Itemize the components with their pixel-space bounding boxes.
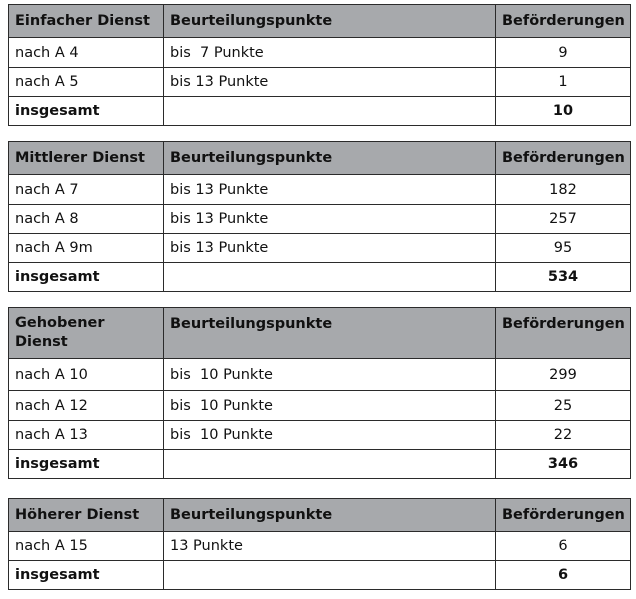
points-cell: bis 13 Punkte	[164, 68, 496, 97]
empty-cell	[164, 450, 496, 479]
total-row	[9, 263, 631, 292]
table-row	[9, 175, 631, 205]
table-gehobener-dienst	[8, 307, 631, 479]
total-row	[9, 450, 631, 479]
total-row	[9, 97, 631, 126]
group-title: Mittlerer Dienst	[9, 142, 164, 175]
total-row	[9, 561, 631, 590]
count-cell: 22	[496, 421, 631, 450]
grade-cell: nach A 15	[9, 532, 164, 561]
points-cell: bis 13 Punkte	[164, 234, 496, 263]
total-label: insgesamt	[9, 450, 164, 479]
empty-cell	[164, 97, 496, 126]
points-cell: bis 13 Punkte	[164, 175, 496, 205]
table-row	[9, 359, 631, 391]
empty-cell	[164, 263, 496, 292]
column-header-count: Beförderungen	[496, 308, 631, 359]
group-title: Höherer Dienst	[9, 499, 164, 532]
table-mittlerer-dienst	[8, 141, 631, 292]
count-cell: 257	[496, 205, 631, 234]
column-header-points: Beurteilungspunkte	[164, 5, 496, 38]
table-row	[9, 391, 631, 421]
grade-cell: nach A 12	[9, 391, 164, 421]
grade-cell: nach A 4	[9, 38, 164, 68]
table-row	[9, 68, 631, 97]
grade-cell: nach A 9m	[9, 234, 164, 263]
count-cell: 95	[496, 234, 631, 263]
total-count: 346	[496, 450, 631, 479]
points-cell: bis 10 Punkte	[164, 421, 496, 450]
total-count: 534	[496, 263, 631, 292]
total-label: insgesamt	[9, 561, 164, 590]
points-cell: bis 10 Punkte	[164, 359, 496, 391]
points-cell: bis 10 Punkte	[164, 391, 496, 421]
count-cell: 1	[496, 68, 631, 97]
points-cell: bis 7 Punkte	[164, 38, 496, 68]
table-row	[9, 234, 631, 263]
points-cell: 13 Punkte	[164, 532, 496, 561]
empty-cell	[164, 561, 496, 590]
column-header-count: Beförderungen	[496, 5, 631, 38]
table-header-row	[9, 142, 631, 175]
points-cell: bis 13 Punkte	[164, 205, 496, 234]
grade-cell: nach A 8	[9, 205, 164, 234]
table-header-row	[9, 499, 631, 532]
column-header-points: Beurteilungspunkte	[164, 142, 496, 175]
table-row	[9, 421, 631, 450]
column-header-count: Beförderungen	[496, 499, 631, 532]
table-einfacher-dienst	[8, 4, 631, 126]
count-cell: 25	[496, 391, 631, 421]
count-cell: 6	[496, 532, 631, 561]
table-header-row	[9, 5, 631, 38]
table-row	[9, 532, 631, 561]
total-count: 6	[496, 561, 631, 590]
group-title: Einfacher Dienst	[9, 5, 164, 38]
column-header-count: Beförderungen	[496, 142, 631, 175]
column-header-points: Beurteilungspunkte	[164, 499, 496, 532]
table-hoeherer-dienst	[8, 498, 631, 590]
count-cell: 182	[496, 175, 631, 205]
count-cell: 299	[496, 359, 631, 391]
table-row	[9, 38, 631, 68]
total-label: insgesamt	[9, 97, 164, 126]
grade-cell: nach A 5	[9, 68, 164, 97]
column-header-points: Beurteilungspunkte	[164, 308, 496, 359]
table-row	[9, 205, 631, 234]
total-count: 10	[496, 97, 631, 126]
grade-cell: nach A 7	[9, 175, 164, 205]
count-cell: 9	[496, 38, 631, 68]
grade-cell: nach A 13	[9, 421, 164, 450]
group-title: Gehobener Dienst	[9, 308, 164, 359]
total-label: insgesamt	[9, 263, 164, 292]
table-header-row	[9, 308, 631, 359]
grade-cell: nach A 10	[9, 359, 164, 391]
